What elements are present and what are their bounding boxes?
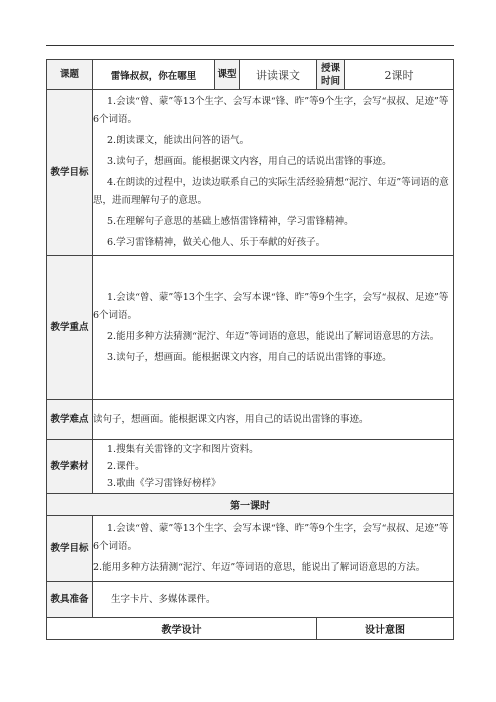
key-points-label: 教学重点 [47,256,93,400]
prep-row [47,582,454,618]
material-item: 3.歌曲《学习雷锋好榜样》 [107,478,221,489]
lesson-goals-content [93,516,454,582]
materials-content [93,440,454,494]
header-rule [46,45,454,46]
lesson-title: 雷锋叔叔，你在哪里 [93,60,215,90]
topic-label: 课题 [47,60,93,90]
goal-item: 6.学习雷锋精神，做关心他人、乐于奉献的好孩子。 [107,237,326,248]
lesson-goal-item: 2.能用多种方法猜测“泥泞、年迈”等词语的意思，能说出了解词语意思的方法。 [93,562,426,573]
hours-label: 授课时间 [317,60,345,90]
lesson-goals-row [47,516,454,582]
goal-item: 2.朗读课文，能读出问答的语气。 [107,135,250,146]
key-point-item: 3.读句子，想画面。能根据课文内容，用自己的话说出雷锋的事迹。 [107,351,392,363]
goal-item: 4.在朗读的过程中，边读边联系自己的实际生活经验猜想“泥泞、年迈”等词语的意思，进而理解句子的意思。 [93,177,449,206]
section-title: 第一课时 [47,494,454,516]
type-label: 课型 [215,60,240,90]
goals-content [93,90,454,256]
header-row [47,60,454,90]
lesson-plan-table [46,59,454,640]
lesson-goal-item: 1.会读“曾、蒙”等13个生字、会写本课“锋、昨”等9个生字，会写“叔叔、足迹”等6个词语。 [93,523,449,552]
goal-item: 1.会读“曾、蒙”等13个生字、会写本课“锋、昨”等9个生字，会写“叔叔、足迹”等6个词语。 [93,96,449,125]
lesson-goals-label: 教学目标 [47,516,93,582]
prep-text: 生字卡片、多媒体课件。 [93,582,454,618]
goals-row [47,90,454,256]
goals-label: 教学目标 [47,90,93,256]
material-item: 1.搜集有关雷锋的文字和图片资料。 [107,444,259,455]
lesson-type: 讲读课文 [240,60,317,90]
goal-item: 5.在理解句子意思的基础上感悟雷锋精神，学习雷锋精神。 [107,216,354,227]
key-points-row [47,256,454,400]
difficulty-row [47,400,454,440]
footer-row [47,618,454,640]
materials-row [47,440,454,494]
prep-label: 教具准备 [47,582,93,618]
key-points-content [93,256,454,400]
intent-header: 设计意图 [317,618,454,640]
design-header: 教学设计 [47,618,317,640]
material-item: 2.课件。 [107,461,145,472]
lesson-hours: 2课时 [345,60,454,90]
difficulty-text: 读句子，想画面。能根据课文内容，用自己的话说出雷锋的事迹。 [93,400,454,440]
goal-item: 3.读句子，想画面。能根据课文内容，用自己的话说出雷锋的事迹。 [107,156,392,167]
section-row [47,494,454,516]
key-point-item: 1.会读“曾、蒙”等13个生字、会写本课“锋、昨”等9个生字，会写“叔叔、足迹”等6个词语。 [93,291,449,321]
materials-label: 教学素材 [47,440,93,494]
difficulty-label: 教学难点 [47,400,93,440]
key-point-item: 2.能用多种方法猜测“泥泞、年迈”等词语的意思，能说出了解词语意思的方法。 [107,330,440,342]
